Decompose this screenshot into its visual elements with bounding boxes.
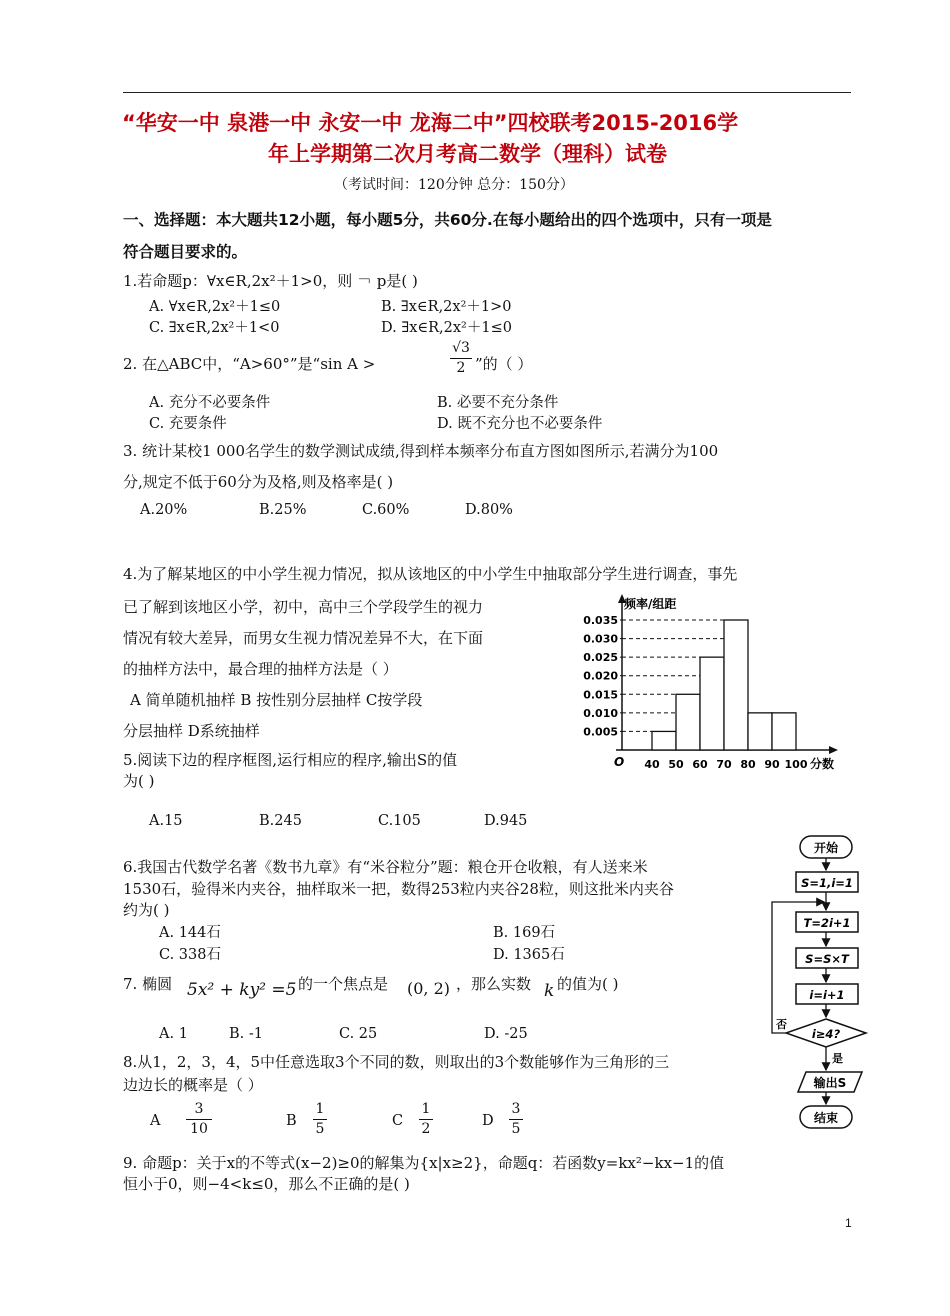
section1-heading-2: 符合题目要求的。 (123, 243, 248, 261)
y-axis-label: 频率/组距 (624, 597, 677, 611)
frequency-histogram (578, 590, 848, 780)
q8-option-d-label: D (482, 1113, 494, 1129)
fraction-denominator: 5 (315, 1121, 325, 1137)
q7-stem-mid: 的一个焦点是 (298, 975, 389, 993)
q7-option-d: D. -25 (484, 1026, 528, 1042)
q5-option-a: A.15 (149, 813, 183, 829)
fraction-bar (186, 1119, 212, 1120)
fraction-numerator: 3 (511, 1101, 521, 1117)
q8-option-b-fraction (313, 1101, 327, 1138)
step2-label: S=S×T (805, 952, 849, 966)
q1-stem: 1.若命题p：∀x∈R,2x²＋1>0，则 ￢ p是( ) (123, 272, 418, 290)
init-label: S=1,i=1 (801, 876, 853, 890)
q5-option-c: C.105 (378, 813, 421, 829)
q3-option-c: C.60% (362, 502, 410, 518)
q2-fraction (450, 340, 472, 377)
q6-option-d: D. 1365石 (493, 947, 565, 963)
q2-option-c: C. 充要条件 (149, 416, 227, 432)
q4-line-4: 的抽样方法中，最合理的抽样方法是（ ） (123, 660, 398, 678)
y-tick-label: 0.010 (583, 706, 618, 720)
q6-line-2: 1530石，验得米内夹谷，抽样取米一把，数得253粒内夹谷28粒，则这批米内夹谷 (123, 880, 674, 898)
q2-fraction-numerator: √3 (452, 340, 470, 356)
q6-line-1: 6.我国古代数学名著《数书九章》有“米谷粒分”题：粮仓开仓收粮，有人送来米 (123, 858, 648, 876)
q2-stem-pre: 2. 在△ABC中，“A>60°”是“sin A > (123, 355, 376, 373)
q9-line-2: 恒小于0，则−4<k≤0，那么不正确的是( ) (123, 1175, 410, 1193)
x-tick-label: 50 (668, 758, 684, 771)
q7-stem-post: 的值为( ) (557, 975, 619, 993)
output-label: 输出S (813, 1076, 847, 1090)
q8-line-2: 边边长的概率是（ ） (123, 1076, 263, 1094)
q7-equation: 5x² + ky² =5 (187, 980, 297, 1000)
q6-option-b: B. 169石 (493, 925, 556, 941)
condition-label: i≥4? (811, 1027, 841, 1041)
q3-option-d: D.80% (465, 502, 513, 518)
fraction-denominator: 10 (190, 1121, 208, 1137)
q6-option-c: C. 338石 (159, 947, 221, 963)
q7-option-b: B. -1 (229, 1026, 263, 1042)
program-flowchart (762, 832, 882, 1132)
histogram-bar-40-50 (652, 731, 676, 750)
q2-option-d: D. 既不充分也不必要条件 (437, 416, 603, 432)
q1-option-b: B. ∃x∈R,2x²＋1>0 (381, 299, 512, 315)
x-tick-label: 80 (740, 758, 756, 771)
fraction-numerator: 3 (194, 1101, 204, 1117)
page-number: 1 (845, 1216, 852, 1230)
step1-label: T=2i+1 (803, 916, 851, 930)
x-tick-label: 60 (692, 758, 708, 771)
y-tick-label: 0.025 (583, 651, 618, 665)
q8-option-a-label: A (150, 1113, 161, 1129)
q7-point: (0, 2) (407, 979, 451, 998)
histogram-bar-80-90 (748, 713, 772, 750)
fraction-bar (450, 358, 472, 359)
q2-stem-post: ”的（ ） (475, 355, 533, 373)
histogram-bar-90-100 (772, 713, 796, 750)
section1-heading-1: 一、选择题：本大题共12小题，每小题5分，共60分.在每小题给出的四个选项中，只有一项是 (123, 211, 772, 229)
q7-option-a: A. 1 (159, 1026, 188, 1042)
y-tick-label: 0.005 (583, 725, 618, 739)
fraction-bar (313, 1119, 327, 1120)
q9-line-1: 9. 命题p：关于x的不等式(x−2)≥0的解集为{x|x≥2}，命题q：若函数y=kx²−kx−1的值 (123, 1154, 725, 1172)
q3-line-2: 分,规定不低于60分为及格,则及格率是( ) (123, 473, 394, 491)
q1-option-d: D. ∃x∈R,2x²＋1≤0 (381, 320, 512, 336)
q2-option-a: A. 充分不必要条件 (149, 395, 271, 411)
q4-line-1: 4.为了解某地区的中小学生视力情况，拟从该地区的中小学生中抽取部分学生进行调查，事先 (123, 565, 738, 583)
x-axis-arrow (829, 746, 838, 754)
q7-option-c: C. 25 (339, 1026, 378, 1042)
q8-option-d-fraction (509, 1101, 523, 1138)
q1-option-c: C. ∃x∈R,2x²＋1<0 (149, 320, 280, 336)
q6-option-a: A. 144石 (159, 925, 221, 941)
histogram-bar-50-60 (676, 694, 700, 750)
x-tick-label: 40 (644, 758, 660, 771)
x-tick-label: 70 (716, 758, 732, 771)
fraction-denominator: 2 (421, 1121, 431, 1137)
histogram-bar-60-70 (700, 657, 724, 750)
q7-variable: k (544, 981, 555, 1001)
q8-option-b-label: B (286, 1113, 297, 1129)
q6-line-3: 约为( ) (123, 901, 170, 919)
q4-line-6: 分层抽样 D系统抽样 (123, 722, 260, 740)
q4-line-5: A 简单随机抽样 B 按性别分层抽样 C按学段 (130, 691, 423, 709)
start-label: 开始 (813, 841, 839, 855)
q8-option-c-fraction (419, 1101, 433, 1138)
q3-option-a: A.20% (140, 502, 188, 518)
origin-label: O (614, 755, 625, 769)
q7-stem-mid2: ，那么实数 (456, 975, 532, 993)
fraction-numerator: 1 (421, 1101, 431, 1117)
histogram-bar-70-80 (724, 620, 748, 750)
q8-option-c-label: C (392, 1113, 404, 1129)
title-line-1: “华安一中 泉港一中 永安一中 龙海二中”四校联考2015-2016学 (122, 111, 739, 135)
q8-line-1: 8.从1，2，3，4，5中任意选取3个不同的数，则取出的3个数能够作为三角形的三 (123, 1053, 670, 1071)
fraction-bar (419, 1119, 433, 1120)
step3-label: i=i+1 (809, 988, 845, 1002)
y-tick-label: 0.020 (583, 669, 618, 683)
x-axis-label: 分数 (810, 757, 835, 771)
yes-label: 是 (832, 1052, 843, 1065)
q2-fraction-denominator: 2 (456, 360, 466, 376)
q5-line-1: 5.阅读下边的程序框图,运行相应的程序,输出S的值 (123, 751, 458, 769)
y-tick-label: 0.035 (583, 614, 618, 627)
y-tick-label: 0.030 (583, 632, 618, 646)
q2-option-b: B. 必要不充分条件 (437, 395, 559, 411)
q1-option-a: A. ∀x∈R,2x²＋1≤0 (149, 299, 281, 315)
title-line-2: 年上学期第二次月考高二数学（理科）试卷 (268, 142, 667, 166)
q5-line-2: 为( ) (123, 772, 155, 790)
y-tick-label: 0.015 (583, 688, 618, 702)
q5-option-b: B.245 (259, 813, 302, 829)
q7-stem-pre: 7. 椭圆 (123, 975, 173, 993)
q3-option-b: B.25% (259, 502, 307, 518)
no-label: 否 (776, 1018, 787, 1031)
fraction-bar (509, 1119, 523, 1120)
q4-line-3: 情况有较大差异，而男女生视力情况差异不大，在下面 (123, 629, 484, 647)
q8-option-a-fraction (186, 1101, 212, 1138)
q5-option-d: D.945 (484, 813, 528, 829)
x-tick-label: 100 (784, 758, 808, 771)
q4-line-2: 已了解到该地区小学，初中，高中三个学段学生的视力 (123, 598, 484, 616)
header-rule (123, 92, 851, 93)
q3-line-1: 3. 统计某校1 000名学生的数学测试成绩,得到样本频率分布直方图如图所示,若满分为100 (123, 442, 719, 460)
x-tick-label: 90 (764, 758, 780, 771)
fraction-denominator: 5 (511, 1121, 521, 1137)
end-label: 结束 (813, 1111, 839, 1125)
exam-info: （考试时间：120分钟 总分：150分） (334, 177, 574, 193)
fraction-numerator: 1 (315, 1101, 325, 1117)
